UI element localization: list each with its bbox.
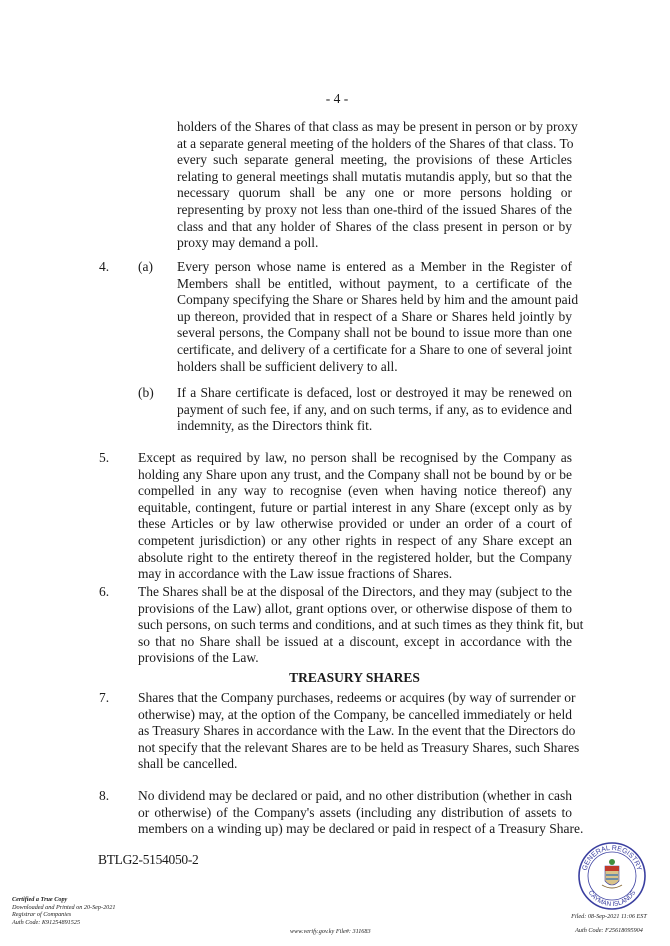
left-auth-code: Auth Code: K91254891525 [12,918,81,926]
article-7-text [138,690,580,773]
treasury-shares-heading: TREASURY SHARES [289,670,420,685]
text-line: No dividend may be declared or paid, and no other distribution (whether in cash [138,788,572,803]
text-line: class and that any holder of Shares of the class present in person or by [177,218,572,234]
text-line: competent jurisdiction) or any other rights in respect of any Share except an [138,532,572,548]
text-line: relating to general meetings shall mutatis mutandis apply, but so that the [177,168,572,184]
certified-text: Certified a True Copy [12,896,68,903]
right-auth-code: Auth Code: F25618095904 [575,926,643,934]
article-6-number: 6. [99,584,110,599]
text-line: every such separate general meeting, the provisions of these Articles [177,152,572,168]
article-4-number: 4. [99,259,110,274]
text-line: so that no Share shall be issued at a discount, except in accordance with the [138,633,572,649]
seal-bottom-text: CAYMAN ISLANDS [586,889,638,909]
continuation-paragraph [177,119,578,252]
text-line: shall be cancelled. [138,756,238,772]
text-line: Members shall be entitled, without payment, to a certificate of the [177,275,572,291]
text-line: or otherwise) of the Company's assets (including any distribution of assets to [138,804,572,820]
registrar-text: Registrar of Companies [12,911,72,919]
text-line: Company specifying the Share or Shares held by him and the amount paid [177,292,579,308]
article-6-text [138,584,584,667]
text-line: holding any Share upon any trust, and the Company shall not be bound by or be [138,466,572,482]
verify-url: www.verify.gov.ky File#: 311683 [290,928,371,935]
text-line: holders of the Shares of that class as may be present in person or by proxy [177,119,578,134]
article-4b-text [177,385,572,435]
text-line: representing by proxy not less than one-third of the issued Shares of the [177,201,572,217]
text-line: may in accordance with the Law issue fractions of Shares. [138,566,453,582]
text-line: proxy may demand a poll. [177,235,319,251]
text-line: The Shares shall be at the disposal of the Directors, and they may (subject to the [138,584,572,599]
text-line: Shares that the Company purchases, redeems or acquires (by way of surrender or [138,690,576,705]
article-4a-label: (a) [138,259,153,274]
certification-block [12,896,115,926]
text-line: equitable, contingent, future or partial interest in any Share (except only as by [138,499,572,515]
article-8-number: 8. [99,788,110,803]
text-line: provisions of the Law. [138,650,259,666]
text-line: absolute right to the entirety thereof in the registered holder, but the Company [138,549,572,565]
article-5-text [138,450,572,583]
text-line: members on a winding up) may be declared or paid in respect of a Treasury Share. [138,821,584,837]
text-line: If a Share certificate is defaced, lost or destroyed it may be renewed on [177,385,572,400]
text-line: at a separate general meeting of the holders of the Shares of that class. To [177,135,574,151]
article-5-number: 5. [99,450,110,465]
text-line: certificate, and delivery of a certificate for a Share to one of several joint [177,341,572,357]
document-reference: BTLG2-5154050-2 [98,852,199,867]
text-line: otherwise) may, at the option of the Company, be cancelled immediately or held [138,706,572,722]
text-line: up thereon, provided that in respect of a Share or Shares held jointly by [177,308,572,324]
text-line: necessary quorum shall be any one or more persons holding or [177,185,572,201]
text-line: indemnity, as the Directors think fit. [177,418,373,434]
text-line: as Treasury Shares in accordance with the Law. In the event that the Directors do [138,723,576,739]
seal-top-text: GENERAL REGISTRY [581,844,643,872]
text-line: compelled in any way to recognise (even when having notice thereof) any [138,483,572,499]
text-line: payment of such fee, if any, and on such terms, if any, as to evidence and [177,401,572,417]
page-number: - 4 - [325,91,349,106]
text-line: several persons, the Company shall not be bound to issue more than one [177,325,572,341]
registry-seal-icon [572,841,652,911]
filing-block [566,913,652,934]
downloaded-text: Downloaded and Printed on 20-Sep-2021 [12,903,116,911]
article-4b-label: (b) [138,385,154,400]
text-line: holders shall be sufficient delivery to all. [177,358,398,374]
article-7-number: 7. [99,690,110,705]
text-line: not specify that the relevant Shares are to be held as Treasury Shares, such Shares [138,739,580,755]
text-line: Except as required by law, no person shall be recognised by the Company as [138,450,572,465]
filed-date: Filed: 08-Sep-2021 11:06 EST [571,913,647,920]
text-line: such persons, on such terms and conditions, and at such times as they think fit, but [138,617,584,633]
text-line: Every person whose name is entered as a Member in the Register of [177,259,572,274]
text-line: these Articles or by law otherwise provided or under an order of a court of [138,516,572,532]
text-line: provisions of the Law) allot, grant options over, or otherwise dispose of them to [138,600,572,616]
article-4a-text [177,259,579,375]
article-8-text [138,788,584,838]
